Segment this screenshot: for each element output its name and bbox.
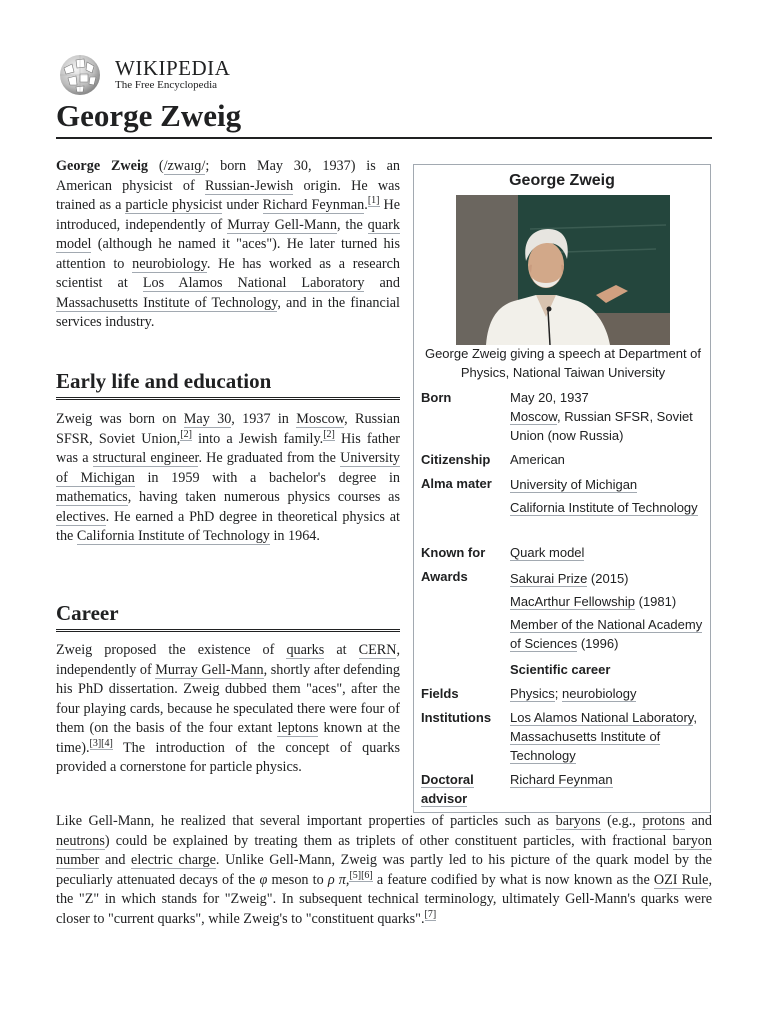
photo-caption: George Zweig giving a speech at Department of Physics, National Taiwan University: [424, 346, 702, 380]
text-run: and: [364, 275, 400, 291]
scientific-career-heading: Scientific career: [510, 662, 611, 677]
citation-5-6[interactable]: [5][6]: [349, 869, 373, 881]
text-run: in 1964.: [269, 528, 320, 544]
link-neurobiology[interactable]: neurobiology: [132, 255, 207, 272]
link-sakurai-prize[interactable]: Sakurai Prize: [510, 571, 588, 586]
ipa-link[interactable]: /zwaɪɡ/: [163, 158, 206, 174]
alma-mater-label: Alma mater: [421, 476, 492, 491]
phi-symbol: φ: [259, 871, 268, 888]
link-quark-model[interactable]: quark model: [56, 216, 400, 252]
text-run: . Unlike Gell-Mann, Zweig was partly led to his picture of the quark model by the peculiarly attenuated decays of the: [56, 852, 712, 888]
link-leptons[interactable]: leptons: [277, 720, 319, 736]
link-lanl-infobox[interactable]: Los Alamos National Laboratory: [510, 710, 694, 725]
link-doctoral-advisor[interactable]: Doctoral advisor: [421, 772, 474, 806]
link-los-alamos[interactable]: Los Alamos National Laboratory: [142, 275, 365, 291]
text-run: into a Jewish family.: [191, 430, 324, 447]
link-richard-feynman[interactable]: Richard Feynman: [262, 197, 365, 213]
link-structural-engineer[interactable]: structural engineer: [92, 450, 199, 466]
citation-2b[interactable]: [2]: [323, 428, 335, 440]
link-electric-charge[interactable]: electric charge: [131, 852, 216, 868]
link-moscow-infobox[interactable]: Moscow: [510, 409, 557, 424]
award-year: (2015): [587, 571, 629, 586]
text-run: and: [684, 813, 712, 829]
lead-paragraph: George Zweig (/zwaɪɡ/; born May 30, 1937) is an American physicist of Russian-Jewish origin. He was trained as a particle physicist under Richard Feynman.[1] He introduced, independently of Murray Gell-Mann, the quark model (although he named it "aces"). He later turned his attention to neurobiology. He has worked as a research scientist at Los Alamos National Laboratory and Massachusetts Institute of Technology, and in the financial services industry.: [56, 158, 401, 330]
link-baryon-number[interactable]: baryon number: [56, 832, 712, 868]
separator: ,: [693, 710, 697, 725]
text-run: in 1959 with a bachelor's degree in: [134, 469, 401, 486]
subject-name: George Zweig: [56, 158, 148, 174]
rho-pi-symbol: ρ π: [327, 871, 346, 888]
text-run: . He has worked as a research scientist at: [56, 255, 400, 291]
text-run: under: [222, 197, 263, 213]
text-run: (although he named it "aces"). He later turned his attention to: [56, 236, 400, 272]
text-run: a feature codified by what is now known as the: [372, 871, 654, 888]
section-heading-early-life: Early life and education: [56, 367, 400, 400]
link-quarks[interactable]: quarks: [286, 642, 325, 658]
born-value: [510, 388, 706, 445]
citation-1[interactable]: [1]: [367, 195, 380, 207]
link-particle-physicist[interactable]: particle physicist: [125, 197, 223, 213]
link-may-30[interactable]: May 30: [183, 411, 232, 427]
link-mit[interactable]: Massachusetts Institute of Technology: [56, 294, 278, 311]
born-label: Born: [421, 390, 452, 405]
fields-label: Fields: [421, 686, 459, 701]
link-nas-member[interactable]: Member of the National Academy of Sciences: [510, 617, 703, 651]
text-run: , shortly after defending his PhD dissertation. Zweig dubbed them "aces", after the four playing cards, because he speculated there were four of them (on the basis of the four extant: [56, 661, 400, 736]
link-physics[interactable]: Physics: [510, 686, 555, 701]
link-university-of-michigan[interactable]: University of Michigan: [56, 450, 400, 486]
text-run: , 1937 in: [231, 411, 297, 427]
text-run: ,: [345, 871, 350, 888]
awards-value: [510, 569, 706, 657]
page-title: George Zweig: [56, 96, 712, 139]
institutions-value: [510, 708, 706, 765]
text-run: The introduction of the concept of quarks provided a cornerstone for particle physics.: [56, 739, 400, 775]
text-run: , the "Z" in which stands for "Zweig". In subsequent technical terminology, ultimately Gell-Mann's quarks were closer to "current quarks", while Zweig's to "constituent quarks".: [56, 871, 713, 927]
link-baryons[interactable]: baryons: [555, 813, 601, 829]
text-run: at: [324, 642, 359, 658]
text-run: Like Gell-Mann, he realized that several important properties of particles such as: [56, 813, 556, 829]
text-run: He introduced, independently of: [56, 197, 401, 233]
text-run: (e.g.,: [600, 813, 643, 829]
known-for-label: Known for: [421, 545, 486, 560]
text-run: , having taken numerous physics courses as: [127, 489, 400, 505]
link-murray-gell-mann[interactable]: Murray Gell-Mann: [227, 216, 337, 233]
infobox-title: George Zweig: [509, 172, 615, 189]
known-for-value: [510, 543, 706, 562]
link-alma-michigan[interactable]: University of Michigan: [510, 477, 638, 492]
link-protons[interactable]: protons: [642, 813, 685, 829]
text-run: known at the time).: [56, 720, 400, 756]
link-neutrons[interactable]: neutrons: [56, 832, 105, 849]
text-run: Zweig was born on: [56, 411, 184, 427]
text-run: , independently of: [56, 642, 400, 678]
text-run: , the: [336, 216, 368, 233]
link-richard-feynman-infobox[interactable]: Richard Feynman: [510, 772, 613, 787]
early-life-paragraph: [56, 410, 400, 547]
doctoral-advisor-value: [510, 770, 706, 789]
citizenship-label: Citizenship: [421, 452, 491, 467]
born-place: [510, 407, 706, 445]
text-run: meson to: [267, 871, 328, 888]
site-wordmark[interactable]: WIKIPEDIA: [115, 56, 231, 80]
text-run: ; born May 30, 1937) is an American physicist of: [56, 158, 400, 194]
link-caltech[interactable]: California Institute of Technology: [76, 528, 270, 544]
born-date: May 20, 1937: [510, 390, 589, 405]
text-run: , Russian SFSR, Soviet Union,: [56, 411, 400, 447]
award-year: (1981): [635, 594, 677, 609]
text-run: Zweig proposed the existence of: [56, 642, 287, 658]
link-mathematics[interactable]: mathematics: [56, 489, 128, 505]
born-place-rest: , Russian SFSR, Soviet Union (now Russia): [510, 409, 693, 443]
text-run: . He graduated from the: [198, 450, 341, 466]
link-ozi-rule[interactable]: OZI Rule: [653, 871, 709, 888]
link-cern[interactable]: CERN: [358, 642, 397, 658]
citation-7[interactable]: [7]: [424, 908, 437, 920]
doctoral-advisor-label: [421, 770, 481, 808]
link-murray-gell-mann-2[interactable]: Murray Gell-Mann: [155, 661, 264, 678]
award-year: (1996): [577, 636, 619, 651]
link-quark-model-infobox[interactable]: Quark model: [510, 545, 585, 560]
link-moscow[interactable]: Moscow: [296, 411, 345, 427]
awards-label: Awards: [421, 569, 468, 584]
institutions-label: Institutions: [421, 710, 492, 725]
text-run: , and in the financial services industry.: [56, 294, 400, 330]
alma-mater-value: [510, 475, 706, 521]
wikipedia-globe-icon[interactable]: [56, 54, 104, 96]
site-tagline: The Free Encyclopedia: [115, 79, 218, 91]
citation-2[interactable]: [2]: [180, 428, 192, 440]
section-heading-career: Career: [56, 599, 400, 632]
separator: ;: [554, 686, 563, 701]
link-alma-caltech[interactable]: California Institute of Technology: [510, 500, 698, 515]
link-neurobiology-infobox[interactable]: neurobiology: [562, 686, 637, 701]
fields-value: [510, 684, 706, 703]
link-mit-infobox[interactable]: Massachusetts Institute of Technology: [510, 729, 661, 763]
citation-3-4[interactable]: [3][4]: [89, 737, 113, 749]
text-run: . He earned a PhD degree in theoretical physics at the: [56, 508, 400, 544]
portrait-photo[interactable]: [456, 195, 670, 345]
link-electives[interactable]: electives: [56, 508, 106, 525]
text-run: His father was a: [56, 430, 400, 466]
text-run: ) could be explained by treating them as triplets of other constituent particles, with fractional: [104, 832, 673, 849]
career-paragraph-2: [56, 812, 712, 929]
text-run: origin. He was trained as a: [56, 177, 400, 213]
career-paragraph-1: [56, 641, 400, 778]
infobox: [413, 164, 711, 813]
link-macarthur-fellowship[interactable]: MacArthur Fellowship: [510, 594, 635, 609]
text-run: and: [99, 852, 132, 868]
link-russian-jewish[interactable]: Russian-Jewish: [204, 177, 294, 194]
citizenship-value: American: [510, 452, 565, 467]
